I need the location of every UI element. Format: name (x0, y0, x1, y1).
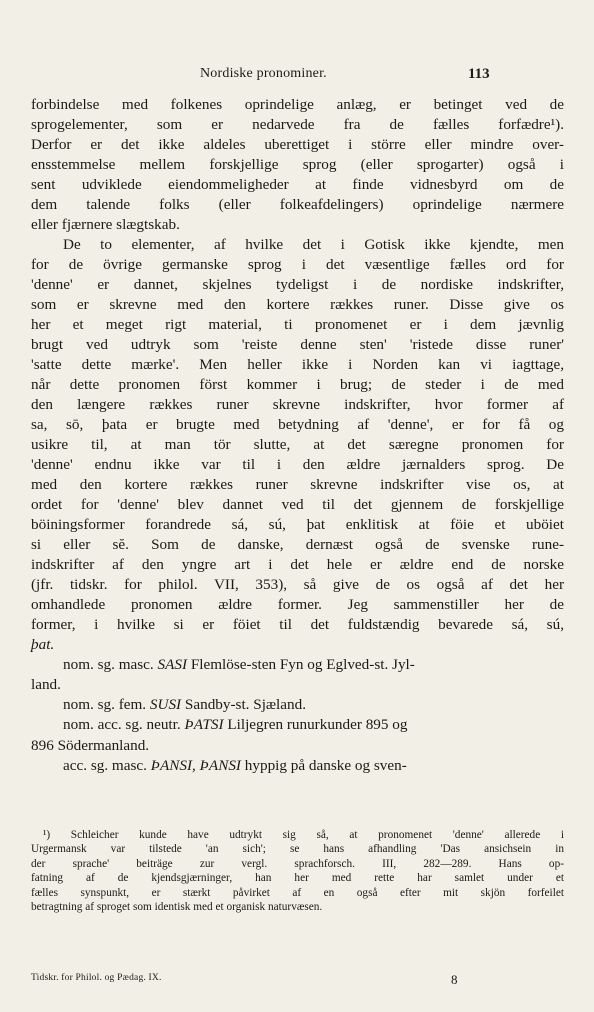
signature-text: Tidskr. for Philol. og Pædag. IX. (31, 973, 162, 983)
text-line: eller fjærnere slægtskab. (31, 216, 180, 234)
text-line: for de övrige germanske sprog i det væsentlige fælles ord for (31, 256, 564, 274)
signature-mark: 8 (451, 972, 458, 987)
text-line: indskrifter af den yngre art i det hele er ældre end de norske (31, 556, 564, 574)
text-line: þat. (31, 636, 55, 654)
footnote-line: Urgermansk var tilstede 'an sich'; se hans afhandling 'Das ansichsein in (31, 843, 564, 856)
example-form: ÞATSI (184, 716, 224, 734)
example-source: Flemlöse-sten Fyn og Eglved-st. Jyl- (190, 656, 415, 674)
text-line: den længere rækkes runer skrevne indskrifter, hvor former af (31, 396, 564, 414)
text-line: forbindelse med folkenes oprindelige anlæg, er betinget ved de (31, 96, 564, 113)
text-line: 'denne' er dannet, skjelnes tydeligst i de nordiske indskrifter, (31, 276, 564, 294)
example-form: SUSI (149, 696, 182, 714)
text-line: usikre til, at man tör slutte, at det særegne pronomen for (31, 436, 564, 454)
example-form: ÞANSI, ÞANSI (150, 756, 241, 774)
text-line: sa, sō, þata er brugte med betydning af 'denne', er for få og (31, 416, 564, 434)
text-line: 'satte dette mærke'. Men heller ikke i Norden kan vi iagttage, (31, 356, 564, 374)
footnote-line: betragtning af sproget som identisk med et organisk naturvæsen. (31, 900, 323, 913)
example-form: SASI (157, 656, 188, 674)
text-line: former, i hvilke si er föiet til det fuldstændig bevarede sá, sú, (31, 616, 564, 634)
footnote (31, 828, 564, 914)
text-line: si eller sĕ. Som de danske, dernæst også de svenske rune- (31, 536, 564, 554)
example-source: Liljegren runurkunder 895 og (227, 716, 408, 734)
text-line: sent udviklede eiendommeligheder at finde vidnesbyrd om de (31, 176, 564, 194)
example-line (31, 756, 564, 776)
footnote-line: der sprache' beiträge zur vergl. sprachforsch. III, 282—289. Hans op- (31, 857, 564, 870)
page-number: 113 (468, 66, 490, 82)
example-case: nom. acc. sg. neutr. (63, 716, 181, 734)
example-line (31, 695, 564, 715)
body-text (31, 95, 564, 776)
example-case: nom. sg. masc. (63, 656, 154, 674)
example-case: acc. sg. masc. (63, 756, 147, 774)
text-line: De to elementer, af hvilke det i Gotisk ikke kjendte, men (63, 236, 564, 254)
example-line (31, 655, 564, 675)
text-line: böiningsformer forandrede sá, sú, þat enklitisk at föie et uböiet (31, 516, 564, 534)
text-line: dem talende folks (eller folkeafdelingers) oprindelige nærmere (31, 196, 564, 214)
footnote-line: fatning af de kjendsgjærninger, han her med rette har samlet under et (31, 872, 564, 885)
text-line: som er skrevne med den kortere rækkes runer. Disse give os (31, 296, 564, 314)
text-line: omhandlede pronomen ældre former. Jeg sammenstiller her de (31, 596, 564, 614)
text-line: 'denne' endnu ikke var til i den ældre jærnalders sprog. De (31, 456, 564, 474)
text-line: når dette pronomen först kommer i brug; de steder i de med (31, 376, 564, 394)
text-line: brugt ved udtryk som 'reiste denne sten' 'ristede disse runer' (31, 336, 564, 354)
footnote-line: ¹) Schleicher kunde have udtrykt sig så, at pronomenet 'denne' allerede i (43, 829, 564, 841)
example-source: Sandby-st. Sjæland. (184, 696, 307, 714)
text-line: med den kortere rækkes runer skrevne indskrifter vise os, at (31, 476, 564, 494)
printer-signature (31, 973, 564, 987)
text-line: ordet for 'denne' blev dannet ved til det gjennem de forskjellige (31, 496, 564, 514)
text-line: sprogelementer, som er nedarvede fra de fælles forfædre¹). (31, 116, 564, 134)
page-header (0, 66, 594, 86)
example-continuation: land. (31, 676, 61, 694)
example-line (31, 715, 564, 735)
text-line: (jfr. tidskr. for philol. VII, 353), så give de os også af det her (31, 576, 564, 594)
example-source: hyppig på danske og sven- (244, 756, 407, 774)
text-line: ensstemmelse mellem forskjellige sprog (eller sprogarter) også i (31, 156, 564, 174)
example-case: nom. sg. fem. (63, 696, 147, 714)
example-continuation: 896 Södermanland. (31, 736, 150, 754)
running-title: Nordiske pronominer. (200, 66, 327, 81)
text-line: her et meget rigt material, ti pronomenet er i dem jævnlig (31, 316, 564, 334)
text-line: Derfor er det ikke aldeles uberettiget i större eller mindre over- (31, 136, 564, 154)
footnote-line: fælles synspunkt, er stærkt påvirket af en også efter mit skjön forfeilet (31, 886, 564, 899)
